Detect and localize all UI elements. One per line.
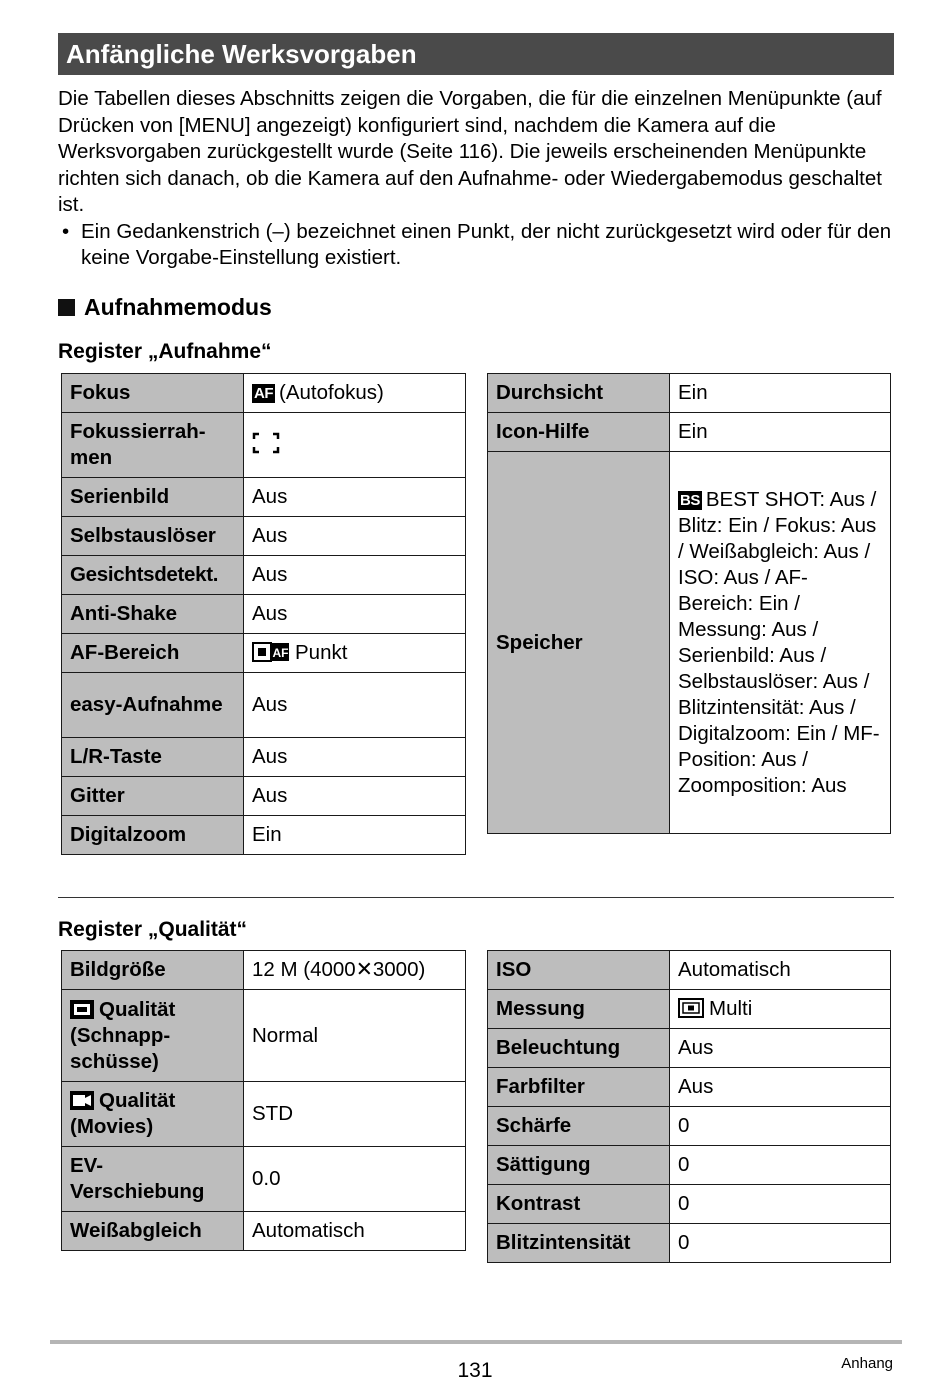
setting-label: easy-Aufnahme	[62, 673, 244, 738]
section-divider	[58, 897, 894, 898]
note-bullet	[58, 219, 898, 272]
setting-value: BS BEST SHOT: Aus / Blitz: Ein / Fokus: Aus / Weißabgleich: Aus / ISO: Aus / AF-Bereich: Ein / Messung: Aus / Serienbild: Aus / Selbstauslöser: Aus / Blitzintensität: Aus / Digitalzoom: Ein / MF-Position: Aus / Zoomposition: Aus	[670, 452, 891, 834]
setting-value: Aus	[670, 1029, 891, 1068]
table-row	[488, 951, 891, 990]
section-label: Anhang	[841, 1355, 893, 1372]
setting-label: Kontrast	[488, 1185, 670, 1224]
setting-value: Aus	[244, 517, 466, 556]
af-spot-icon	[252, 642, 290, 662]
setting-label: Bildgröße	[62, 951, 244, 990]
qualitaet-heading: Register „Qualität“	[58, 918, 248, 941]
qualitaet-right-table	[487, 950, 891, 1263]
table-row	[62, 816, 466, 855]
setting-value: 0.0	[244, 1147, 466, 1212]
aufnahme-right-table	[487, 373, 891, 834]
bullet-mark: •	[62, 219, 70, 243]
setting-label: Durchsicht	[488, 374, 670, 413]
setting-label: Digitalzoom	[62, 816, 244, 855]
setting-label: ISO	[488, 951, 670, 990]
setting-value: Multi	[670, 990, 891, 1029]
setting-label: Icon-Hilfe	[488, 413, 670, 452]
footer-rule	[50, 1340, 902, 1344]
table-row	[488, 1146, 891, 1185]
intro-text	[58, 86, 898, 272]
table-row	[62, 413, 466, 478]
setting-label: Selbstauslöser	[62, 517, 244, 556]
table-row	[62, 777, 466, 816]
setting-label: Fokussierrah-men	[62, 413, 244, 478]
multi-metering-icon	[678, 998, 704, 1018]
aufnahme-heading: Register „Aufnahme“	[58, 340, 272, 363]
setting-value: Ein	[244, 816, 466, 855]
table-row	[62, 478, 466, 517]
table-row	[62, 1147, 466, 1212]
page-number: 131	[457, 1359, 493, 1382]
setting-value: Aus	[670, 1068, 891, 1107]
table-row	[488, 1224, 891, 1263]
setting-value: AF (Autofokus)	[244, 374, 466, 413]
setting-value: Automatisch	[670, 951, 891, 990]
af-icon: AF	[254, 385, 273, 402]
setting-label: Schärfe	[488, 1107, 670, 1146]
setting-value: Automatisch	[244, 1212, 466, 1251]
setting-label: Qualität (Movies)	[62, 1082, 244, 1147]
table-row	[62, 951, 466, 990]
setting-value: Ein	[670, 413, 891, 452]
table-row	[488, 374, 891, 413]
intro-paragraph: Die Tabellen dieses Abschnitts zeigen die Vorgaben, die für die einzelnen Menüpunkte (auf Drücken von [MENU] angezeigt) konfiguriert sind, nachdem die Kamera auf die Werksvorgaben zurückgestellt wurde (Seite 116). Die jeweils erscheinenden Menüpunkte richten sich danach, ob die Kamera auf den Aufnahme- oder Wiedergabemodus geschaltet ist.	[58, 87, 882, 216]
setting-value	[244, 413, 466, 478]
table-row	[62, 556, 466, 595]
movie-icon	[70, 1091, 94, 1110]
table-row	[62, 1212, 466, 1251]
table-row	[62, 634, 466, 673]
bullet-text: Ein Gedankenstrich (–) bezeichnet einen Punkt, der nicht zurückgesetzt wird oder für den keine Vorgabe-Einstellung existiert.	[81, 219, 892, 269]
table-row	[488, 1107, 891, 1146]
setting-value: 0	[670, 1185, 891, 1224]
table-row	[488, 452, 891, 834]
table-row	[62, 517, 466, 556]
setting-label: Farbfilter	[488, 1068, 670, 1107]
section-heading-text: Aufnahmemodus	[84, 294, 272, 320]
setting-label: Fokus	[62, 374, 244, 413]
setting-value: Ein	[670, 374, 891, 413]
bs-icon: BS	[680, 491, 700, 509]
table-row	[488, 1029, 891, 1068]
setting-value: Aus	[244, 556, 466, 595]
table-row	[488, 990, 891, 1029]
table-row	[488, 1185, 891, 1224]
setting-label: EV-Verschiebung	[62, 1147, 244, 1212]
table-row	[62, 595, 466, 634]
square-bullet-icon	[58, 299, 75, 316]
focus-frame-icon	[252, 432, 280, 454]
qualitaet-left-table	[61, 950, 466, 1251]
setting-value: Aus	[244, 595, 466, 634]
setting-value: 0	[670, 1224, 891, 1263]
aufnahme-left-table	[61, 373, 466, 855]
section-heading	[58, 292, 272, 322]
setting-label: Sättigung	[488, 1146, 670, 1185]
setting-label: Gitter	[62, 777, 244, 816]
page-title: Anfängliche Werksvorgaben	[58, 33, 894, 75]
setting-label: Beleuchtung	[488, 1029, 670, 1068]
setting-value: Normal	[244, 990, 466, 1082]
svg-text:AF: AF	[272, 646, 289, 660]
table-row	[62, 1082, 466, 1147]
setting-label: Messung	[488, 990, 670, 1029]
table-row	[62, 990, 466, 1082]
setting-value: Aus	[244, 673, 466, 738]
setting-label: Qualität (Schnapp-schüsse)	[62, 990, 244, 1082]
table-row	[62, 673, 466, 738]
table-row	[62, 374, 466, 413]
setting-value: 12 M (4000✕3000)	[244, 951, 466, 990]
setting-value: Aus	[244, 478, 466, 517]
snapshot-icon	[70, 1000, 94, 1019]
table-row	[488, 1068, 891, 1107]
setting-label: Gesichtsdetekt.	[62, 556, 244, 595]
table-row	[62, 738, 466, 777]
setting-label: Blitzintensität	[488, 1224, 670, 1263]
table-row	[488, 413, 891, 452]
setting-value: 0	[670, 1107, 891, 1146]
setting-label: Serienbild	[62, 478, 244, 517]
setting-label: L/R-Taste	[62, 738, 244, 777]
setting-label: Speicher	[488, 452, 670, 834]
setting-value: AF Punkt	[244, 634, 466, 673]
setting-label: AF-Bereich	[62, 634, 244, 673]
setting-value: Aus	[244, 738, 466, 777]
setting-value: 0	[670, 1146, 891, 1185]
setting-label: Anti-Shake	[62, 595, 244, 634]
setting-value: Aus	[244, 777, 466, 816]
setting-label: Weißabgleich	[62, 1212, 244, 1251]
setting-value: STD	[244, 1082, 466, 1147]
